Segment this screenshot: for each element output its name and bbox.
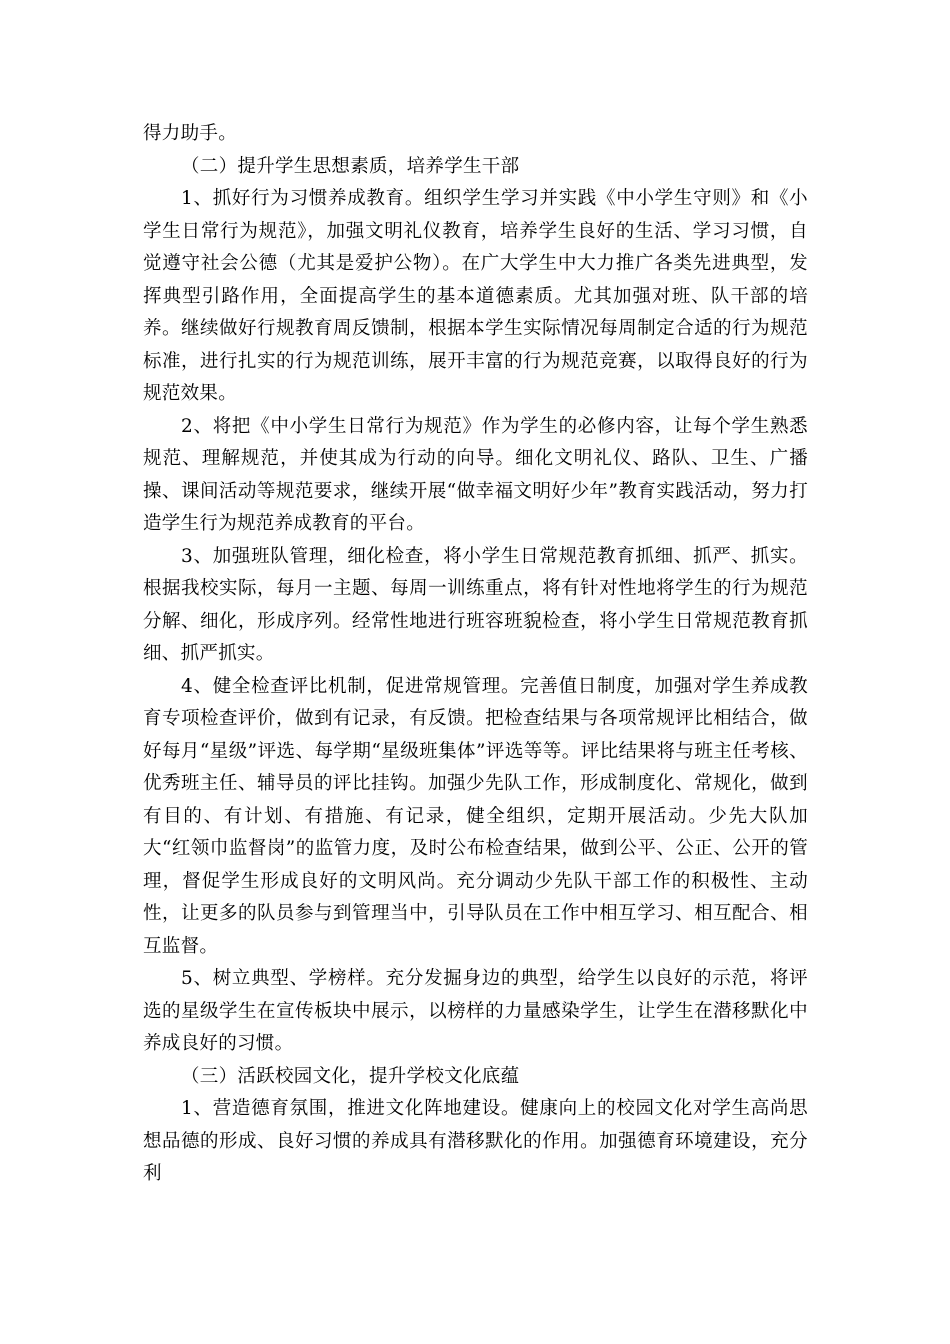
section-heading-3: （三）活跃校园文化，提升学校文化底蕴 (181, 1065, 520, 1087)
document-body (143, 118, 808, 1191)
paragraph-item-5: 5、树立典型、学榜样。充分发掘身边的典型，给学生以良好的示范，将评选的星级学生在宣传板块中展示，以榜样的力量感染学生，让学生在潜移默化中养成良好的习惯。 (143, 968, 808, 1054)
paragraph-item-3: 3、加强班队管理，细化检查，将小学生日常规范教育抓细、抓严、抓实。根据我校实际，每月一主题、每周一训练重点，将有针对性地将学生的行为规范分解、细化，形成序列。经常性地进行班容班貌检查，将小学生日常规范教育抓细、抓严抓实。 (143, 545, 808, 664)
section-heading-2: （二）提升学生思想素质，培养学生干部 (181, 155, 520, 177)
paragraph-item-6: 1、营造德育氛围，推进文化阵地建设。健康向上的校园文化对学生高尚思想品德的形成、良好习惯的养成具有潜移默化的作用。加强德育环境建设，充分利 (143, 1098, 808, 1184)
paragraph-item-2: 2、将把《中小学生日常行为规范》作为学生的必修内容，让每个学生熟悉规范、理解规范，并使其成为行动的向导。细化文明礼仪、路队、卫生、广播操、课间活动等规范要求，继续开展“做幸福文明好少年”教育实践活动，努力打造学生行为规范养成教育的平台。 (143, 415, 808, 534)
paragraph-continuation: 得力助手。 (143, 123, 238, 144)
paragraph-item-4: 4、健全检查评比机制，促进常规管理。完善值日制度，加强对学生养成教育专项检查评价，做到有记录，有反馈。把检查结果与各项常规评比相结合，做好每月“星级”评选、每学期“星级班集体”评选等等。评比结果将与班主任考核、优秀班主任、辅导员的评比挂钩。加强少先队工作，形成制度化、常规化，做到有目的、有计划、有措施、有记录，健全组织，定期开展活动。少先大队加大“红领巾监督岗”的监管力度，及时公布检查结果，做到公平、公正、公开的管理，督促学生形成良好的文明风尚。充分调动少先队干部工作的积极性、主动性，让更多的队员参与到管理当中，引导队员在工作中相互学习、相互配合、相互监督。 (143, 675, 808, 957)
paragraph-item-1: 1、抓好行为习惯养成教育。组织学生学习并实践《中小学生守则》和《小学生日常行为规范》，加强文明礼仪教育，培养学生良好的生活、学习习惯，自觉遵守社会公德（尤其是爱护公物）。在广大学生中大力推广各类先进典型，发挥典型引路作用，全面提高学生的基本道德素质。尤其加强对班、队干部的培养。继续做好行规教育周反馈制，根据本学生实际情况每周制定合适的行为规范标准，进行扎实的行为规范训练，展开丰富的行为规范竞赛，以取得良好的行为规范效果。 (143, 188, 808, 404)
